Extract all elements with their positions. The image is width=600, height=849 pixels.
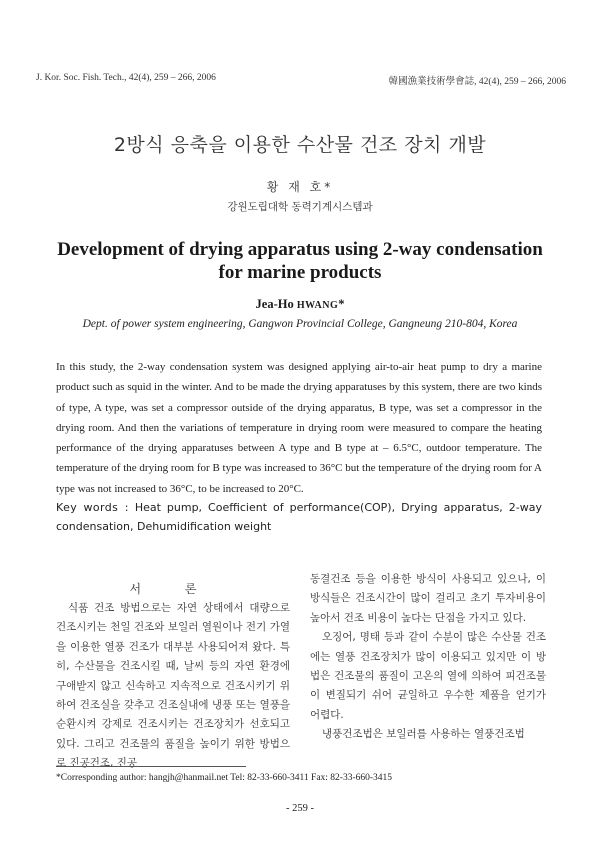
- footnote-divider: [56, 766, 246, 767]
- title-english: [0, 238, 600, 284]
- body-paragraph: 동결건조 등을 이용한 방식이 사용되고 있으나, 이 방식들은 건조시간이 많이 걸리고 초기 투자비용이 높아서 건조 비용이 높다는 단점을 가지고 있다.: [310, 573, 546, 624]
- footnote-corresponding-author: *Corresponding author: hangjh@hanmail.net Tel: 82-33-660-3411 Fax: 82-33-660-3415: [56, 773, 393, 783]
- author-first-name: Jea-Ho: [255, 297, 294, 311]
- body-paragraph: 냉풍건조법은 보일러를 사용하는 열풍건조법: [322, 728, 525, 741]
- journal-header-en: J. Kor. Soc. Fish. Tech., 42(4), 259 – 266, 2006: [36, 73, 216, 83]
- body-left-column: [56, 580, 290, 774]
- body-paragraph: 오징어, 명태 등과 같이 수분이 많은 수산물 건조에는 열풍 건조장치가 많이 이용되고 있지만 이 방법은 건조물의 품질이 고온의 열에 의하여 피건조물이 변질되기 쉬어 균일하고 우수한 제품을 얻기가 어렵다.: [310, 631, 546, 721]
- keywords: [56, 498, 542, 536]
- page-number: - 259 -: [286, 803, 314, 814]
- affiliation-english: Dept. of power system engineering, Gangwon Provincial College, Gangneung 210-804, Korea: [82, 318, 518, 330]
- journal-header-kr: 韓國漁業技術學會誌, 42(4), 259 – 266, 2006: [388, 77, 566, 87]
- author-english: [0, 297, 600, 312]
- abstract: In this study, the 2-way condensation system was designed applying air-to-air heat pump to dry a marine product such as squid in the winter. And to be made the drying apparatuses by this system, there are two kinds of type, A type, was set a compressor outside of the drying apparatus, B type, was set a compressor in the drying room. And then the variations of temperature in drying room were measured to compare the heating performance of the drying apparatuses between A type and B type at – 6.5°C, outdoor temperature. The temperature of the drying room for B type was increased to 36°C but the temperature of the drying room for A type was not increased to 36°C, to be increased to 20°C.: [56, 361, 542, 495]
- affiliation-korean: 강원도립대학 동력기계시스템과: [227, 201, 373, 213]
- title-english-line-1: Development of drying apparatus using 2-way condensation: [57, 239, 543, 260]
- title-korean: 2방식 응축을 이용한 수산물 건조 장치 개발: [113, 134, 487, 156]
- keywords-text: Heat pump, Coefficient of performance(COP), Drying apparatus, 2-way condensation, Dehumidification weight: [56, 501, 543, 533]
- title-english-line-2: for marine products: [218, 262, 382, 283]
- author-korean: 황 재 호*: [266, 180, 334, 194]
- section-heading-introduction: 서 론: [129, 582, 217, 596]
- author-mark: *: [338, 297, 345, 311]
- author-last-name: HWANG: [296, 300, 339, 311]
- body-right-column: [310, 570, 546, 745]
- body-paragraph: 식품 건조 방법으로는 자연 상태에서 대량으로 건조시키는 천일 건조와 보일러 열원이나 전기 가열을 이용한 열풍 건조가 대부분 사용되어져 왔다. 특히, 수산물을 건조시킬 때, 날씨 등의 자연 환경에 구애받지 않고 신속하고 지속적으로 건조시키기 위하여 건조실을 갖추고 건조실내에 냉풍 또는 열풍을 순환시켜 강제로 건조시키는 건조장치가 선호되고 있다. 그리고 건조물의 품질을 높이기 위한 방법으로 진공건조, 진공: [56, 602, 290, 770]
- keywords-label: Key words :: [56, 501, 129, 514]
